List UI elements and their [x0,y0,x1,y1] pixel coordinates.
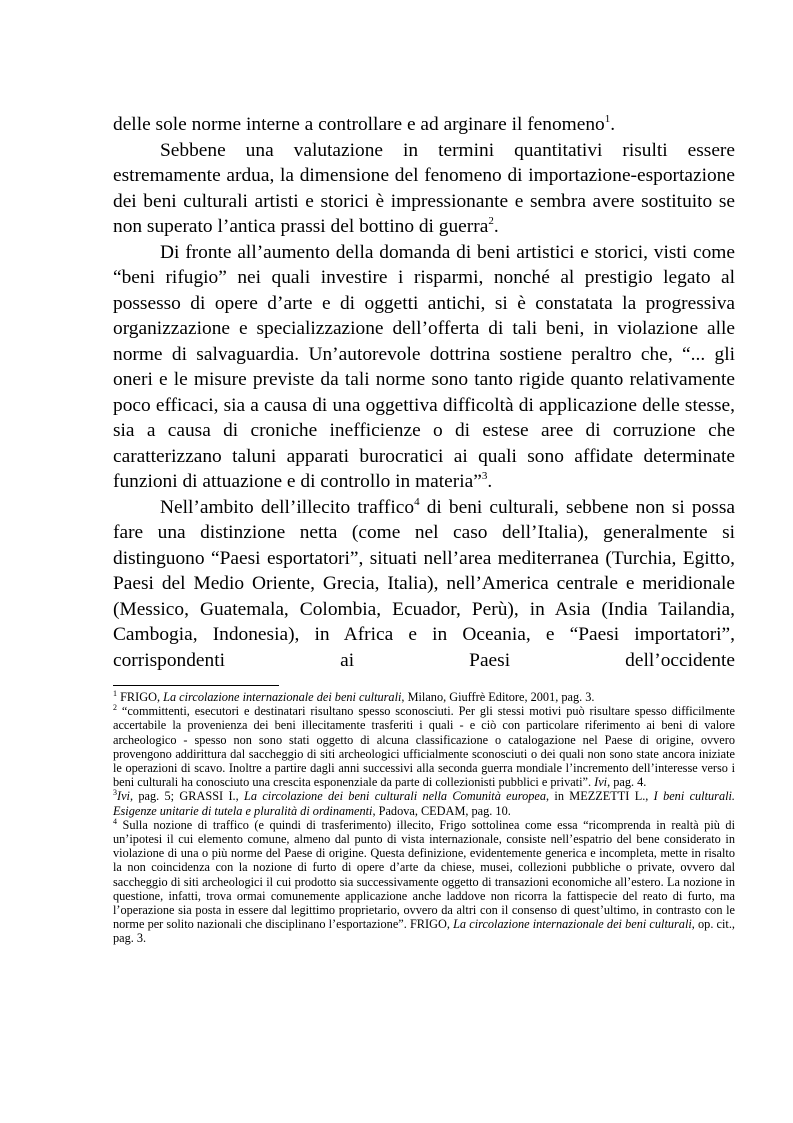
paragraph-3: Di fronte all’aumento della domanda di beni artistici e storici, visti come “beni rifugio” nei quali investire i risparmi, nonché al prestigio legato al possesso di opere d’arte e di oggetti antichi, si è constatata la progressiva organizzazione e specializzazione dell’offerta di tali beni, in violazione alle norme di salvaguardia. Un’autorevole dottrina sostiene peraltro che, “... gli oneri e le misure previste da tali norme sono tanto rigide quanto relativamente poco efficaci, sia a causa di una oggettiva difficoltà di applicazione delle stesse, sia a causa di croniche inefficienze o di estese aree di corruzione che caratterizzano taluni apparati burocratici ai quali sono affidate determinate funzioni di attuazione e di controllo in materia”$^3$. [113,241,735,492]
footnote-1: $^1$ FRIGO, La circolazione internazionale dei beni culturali, Milano, Giuffrè Editore, 2001, pag. 3. [113,689,595,704]
footnote-citation-title: I beni culturali. Esigenze unitarie di tutela e pluralità di ordinamenti [113,789,735,818]
footnote-3: $^3$Ivi, pag. 5; GRASSI I., La circolazione dei beni culturali nella Comunità europea, in MEZZETTI L., I beni culturali. Esigenze unitarie di tutela e pluralità di ordinamenti, Padova, CEDAM, pag. 10. [113,788,735,818]
footnote-citation-title: La circolazione dei beni culturali nella Comunità europea [244,789,547,804]
footnote-ref-2[interactable]: 2 [488,215,494,227]
body-text [113,112,735,673]
paragraph-1: delle sole norme interne a controllare e ad arginare il fenomeno$^1$. [113,113,616,135]
document-page [113,112,735,946]
footnote-number: 3 [113,788,117,798]
paragraph-2: Sebbene una valutazione in termini quantitativi risulti essere estremamente ardua, la dimensione del fenomeno di importazione-esportazione dei beni culturali artisti e storici è impressionante e sembra avere sostituito se non superato l’antica prassi del bottino di guerra$^2$. [113,139,735,237]
footnote-separator [113,685,279,686]
paragraph-4: Nell’ambito dell’illecito traffico$^4$ di beni culturali, sebbene non si possa fare una distinzione netta (come nel caso dell’Italia), generalmente si distinguono “Paesi esportatori”, situati nell’area mediterranea (Turchia, Egitto, Paesi del Medio Oriente, Grecia, Italia), nell’America centrale e meridionale (Messico, Guatemala, Colombia, Ecuador, Perù), in Asia (India Tailandia, Cambogia, Indonesia), in Africa e in Oceania, e “Paesi importatori”, corrispondenti ai Paesi dell’occidente [113,495,735,671]
footnote-ivi: Ivi [117,789,130,804]
footnote-number: 2 [113,703,117,713]
footnote-number: 1 [113,689,117,698]
footnote-citation-title: La circolazione internazionale dei beni culturali [163,690,402,704]
footnote-ref-3[interactable]: 3 [481,470,488,482]
footnote-4: $^4$ Sulla nozione di traffico (e quindi di trasferimento) illecito, Frigo sottolinea come essa “ricomprenda in realtà più di un’ipotesi il cui elemento comune, almeno dal punto di vista internazionale, consiste nell’espatrio del bene considerato in violazione di una o più norme del Paese di origine. Questa definizione, evidentemente generica e incompleta, mette in risalto la non coincidenza con la nozione di furto di opere d’arte da chiese, musei, collezioni pubbliche o private, ovvero dal saccheggio di siti archeologici il cui prodotto sia successivamente oggetto di transazioni economiche all’estero. La nozione in questione, infatti, trova ormai comunemente applicazione anche laddove non ricorra la fattispecie del reato di furto, ma l’operazione sia posta in essere dal legittimo proprietario, ovvero da altri con il consenso di quest’ultimo, in contrasto con le norme per solito nazionali che disciplinano l’esportazione”. FRIGO, La circolazione internazionale dei beni culturali, op. cit., pag. 3. [113,816,735,946]
footnote-2: $^2$ “committenti, esecutori e destinatari risultano spesso sconosciuti. Per gli stessi motivi può risultare spesso difficilmente accertabile la provenienza dei beni illecitamente trasferiti i quali - e ciò con particolare riferimento ai beni di valore archeologico - spesso non sono stati oggetto di alcuna classificazione o catalogazione nel Paese di origine, ovvero provengono addirittura dal saccheggio di siti archeologici ufficialmente sconosciuti o dei quali non sono state ancora iniziate le operazioni di scavo. Inoltre a partire dagli anni successivi alla seconda guerra mondiale l’incremento dell’interesse verso i beni culturali ha conosciuto una crescita esponenziale da parte di collezionisti pubblici e privati”. Ivi, pag. 4. [113,703,735,790]
footnote-ref-1[interactable]: 1 [604,113,611,125]
footnote-citation-title: La circolazione internazionale dei beni culturali [453,917,692,932]
footnote-ivi: Ivi [594,775,608,790]
footnote-ref-4[interactable]: 4 [414,495,420,508]
footnote-number: 4 [113,816,117,826]
footnotes [113,690,735,946]
